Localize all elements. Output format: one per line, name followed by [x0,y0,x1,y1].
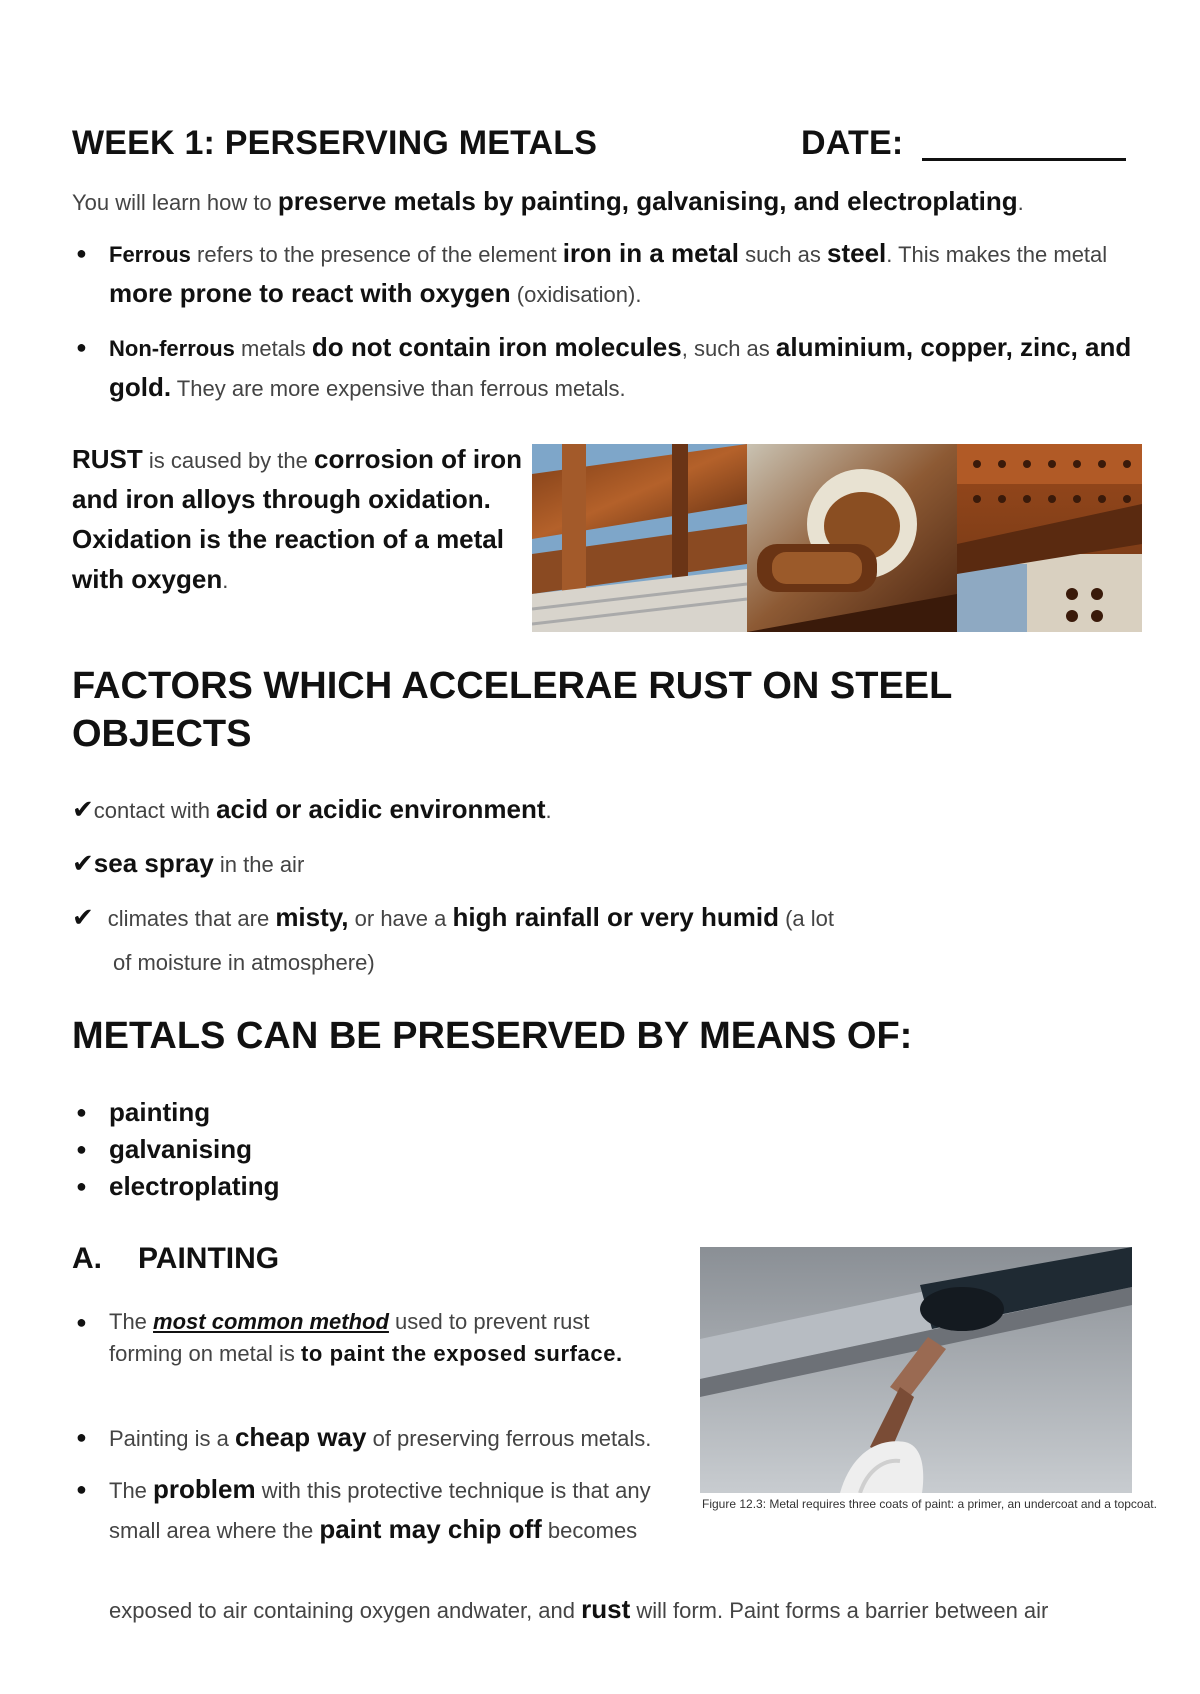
p3-t5: will form. Paint forms a barrier between air [630,1598,1049,1623]
rust-term: RUST [72,444,143,474]
preserved-heading: METALS CAN BE PRESERVED BY MEANS OF: [72,1015,913,1057]
ferrous-t3: . This makes the metal [886,242,1108,267]
rust-t3: . [222,568,229,593]
p2-t2: of preserving ferrous metals. [366,1426,652,1451]
ferrous-t1: refers to the presence of the element [190,242,563,267]
p1-t2: used to prevent rust forming on metal is [109,1309,590,1366]
factor-2-bold: sea spray [93,848,214,878]
non-ferrous-item [72,328,1152,408]
intro-pre: You will learn how to [72,190,278,215]
p1-bold: to paint the exposed surface. [300,1341,623,1366]
p3-t2: with this protective technique is that any small area where the [109,1478,651,1543]
ferrous-t2: such as [738,242,827,267]
p3-b2: paint may chip off [319,1514,542,1544]
intro-bold: preserve metals by painting, galvanising, and electroplating [277,186,1018,216]
bullet-icon: ● [76,1139,87,1159]
oxidation-definition: Oxidation is the reaction of a metal with oxygen [72,524,504,594]
ferrous-t4: (oxidisation). [510,282,642,307]
painting-point-3-continued [109,1590,1048,1630]
p1-emphasis: most common method [153,1309,389,1334]
factor-3-continued: of moisture in atmosphere) [113,950,375,975]
date-label: DATE: [801,124,904,162]
painting-image [700,1247,1132,1493]
painting-photo [700,1247,1132,1493]
factor-3-t1: climates that are [107,906,276,931]
non-ferrous-t1: metals [234,336,312,361]
factor-1-post: . [545,798,552,823]
bullet-icon: ● [76,1312,87,1332]
page-title: WEEK 1: PERSERVING METALS [72,124,598,162]
rust-t1: is caused by the [142,448,314,473]
date-blank-line [922,158,1126,161]
section-letter: A. [72,1242,102,1275]
rust-collage-image [532,444,1142,632]
factor-1-bold: acid or acidic environment [216,794,546,824]
factor-3-t3: (a lot [778,906,835,931]
check-icon: ✔ [72,902,94,932]
factors-heading: FACTORS WHICH ACCELERAE RUST ON STEEL OBJECTS [72,665,952,755]
ferrous-term: Ferrous [109,242,191,267]
painting-point-3 [72,1470,672,1550]
bullet-icon: ● [76,243,87,263]
check-icon: ✔ [72,794,94,824]
factor-2-post: in the air [213,852,305,877]
p3-t1: The [109,1478,154,1503]
factor-item-3 [72,898,834,938]
p2-t1: Painting is a [109,1426,235,1451]
bullet-icon: ● [76,1427,87,1447]
non-ferrous-term: Non-ferrous [109,336,235,361]
p1-t1: The [109,1309,154,1334]
factor-1-pre: contact with [93,798,217,823]
p3-b3: rust [581,1594,631,1624]
method-galvanising: galvanising [109,1134,253,1164]
method-item [72,1131,279,1168]
rust-paragraph [72,440,522,600]
ferrous-b4: more prone to react with oxygen [109,278,511,308]
factor-item-1 [72,790,552,830]
painting-point-2 [72,1418,712,1458]
bullet-icon: ● [76,337,87,357]
factor-3-b2: high rainfall or very humid [452,902,779,932]
non-ferrous-b2: do not contain iron molecules [311,332,682,362]
ferrous-b2: iron in a metal [562,238,739,268]
non-ferrous-t3: They are more expensive than ferrous metals. [171,376,626,401]
check-icon: ✔ [72,848,94,878]
bullet-icon: ● [76,1479,87,1499]
methods-list [72,1094,279,1205]
bullet-icon: ● [76,1102,87,1122]
factor-3-b1: misty, [275,902,349,932]
section-title: PAINTING [138,1242,280,1275]
ferrous-b3: steel [827,238,887,268]
non-ferrous-t2: , such as [681,336,776,361]
ferrous-item [72,234,1152,314]
factor-item-2 [72,844,304,884]
method-item [72,1168,279,1205]
definitions-list [72,234,1152,408]
rust-photo-collage [532,444,1142,632]
painting-heading [72,1242,279,1276]
factor-3-t2: or have a [348,906,453,931]
intro-post: . [1017,190,1024,215]
p3-t4: exposed to air containing oxygen andwater, and [109,1598,582,1623]
p3-b1: problem [153,1474,256,1504]
p2-bold: cheap way [234,1422,367,1452]
painting-point-1 [72,1306,662,1370]
rust-b2: corrosion of iron and iron alloys through oxidation. [72,444,522,514]
intro-text [72,183,1024,221]
figure-caption: Figure 12.3: Metal requires three coats of paint: a primer, an undercoat and a topcoat. [702,1497,1157,1511]
method-electroplating: electroplating [109,1171,280,1201]
method-painting: painting [109,1097,211,1127]
bullet-icon: ● [76,1176,87,1196]
non-ferrous-b3: aluminium, copper, zinc, and gold. [109,332,1132,402]
method-item [72,1094,279,1131]
p3-t3: becomes [541,1518,638,1543]
